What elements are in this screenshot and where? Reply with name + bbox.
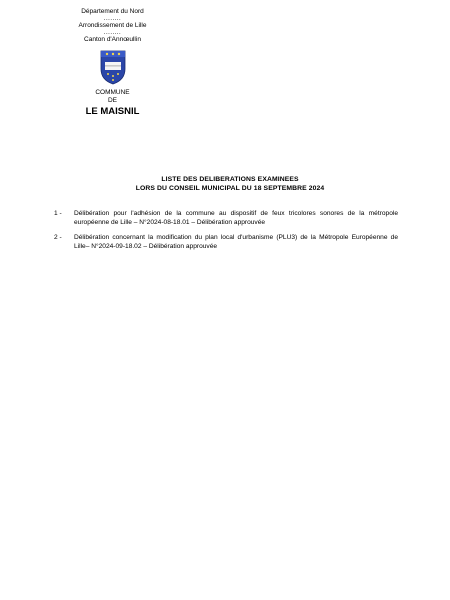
de-label: DE — [107, 97, 118, 104]
list-item — [54, 210, 398, 227]
arrondissement-line: Arrondissement de Lille — [78, 22, 147, 29]
deliberation-list — [54, 210, 398, 258]
letterhead — [50, 8, 175, 117]
separator-dots: ........ — [103, 16, 122, 22]
item-text: Délibération pour l'adhésion de la commune au dispositif de feux tricolores sonores de la métropole européenne de Lille – N°2024-08-18.01 – Délibération approuvée — [74, 210, 398, 226]
title-line-1: LISTE DES DELIBERATIONS EXAMINEES — [161, 176, 299, 183]
item-text: Délibération concernant la modification du plan local d'urbanisme (PLU3) de la Métropole Européenne de Lille– N°2024-09-18.02 – Délibération approuvée — [74, 234, 398, 250]
separator-dots: ........ — [103, 30, 122, 36]
item-number: 1 - — [54, 210, 62, 217]
canton-line: Canton d'Annœullin — [84, 36, 141, 43]
document-title — [60, 176, 400, 193]
item-number: 2 - — [54, 234, 62, 242]
commune-label: COMMUNE — [95, 89, 130, 96]
list-item — [54, 234, 398, 251]
commune-name: LE MAISNIL — [85, 106, 140, 117]
coat-of-arms-icon — [99, 49, 127, 85]
title-line-2: LORS DU CONSEIL MUNICIPAL DU 18 SEPTEMBRE 2024 — [135, 184, 325, 192]
departement-line: Département du Nord — [81, 8, 144, 15]
